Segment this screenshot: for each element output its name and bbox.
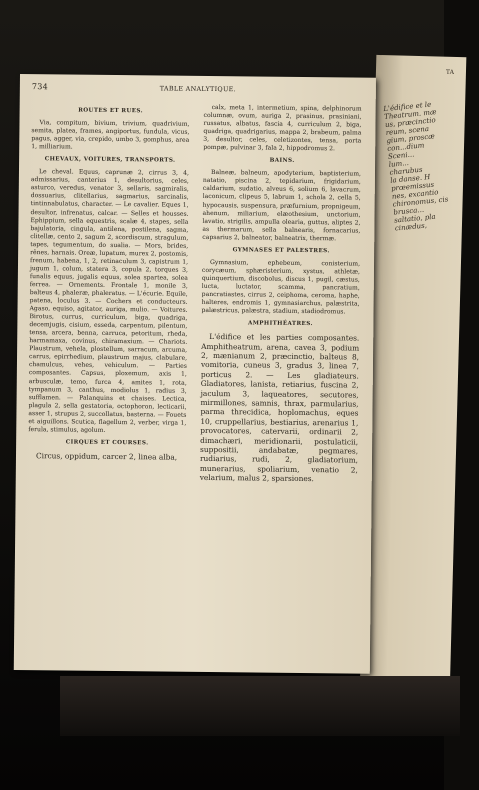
paragraph: Via, compitum, bivium, trivium, quadrivium, semita, platea, frames, angiportus, fundula, vicus, pagus, agger, via, crepido, umbo 3, gomphus, area 1, milliarium. bbox=[31, 119, 190, 151]
running-head bbox=[32, 82, 364, 99]
running-title: TABLE ANALYTIQUE. bbox=[159, 84, 237, 94]
section-heading: AMPHITHÉATRES. bbox=[247, 320, 313, 328]
paragraph: Circus, oppidum, carcer 2, linea alba, bbox=[35, 451, 178, 462]
section-heading: GYMNASES ET PALESTRES. bbox=[232, 246, 330, 255]
facing-page-mark: TA bbox=[445, 68, 455, 76]
section-heading: CIRQUES ET COURSES. bbox=[65, 439, 149, 447]
book-page bbox=[14, 74, 376, 674]
paragraph: Balneæ, balneum, apodyterium, baptisterium, natatio, piscina 2, tepidarium, frigidarium, caldarium, sudatio, alveus 6, solium 6, lavacrum, laconicum, clipeus 5, labrum 1, schola 2, cella 5, hypocausis, suspensura, præfurnium, propnigeum, ahenum, miliarium, elæothesium, unctorium, lavatio, strigilis, ampulla olearia, guttus, aliptes 2, as thermarum, sella balnearis, fornacarius, capsarius 2, balneator, balneatrix, thermæ. bbox=[202, 169, 362, 243]
section-heading: BAINS. bbox=[269, 157, 295, 165]
paragraph: Le cheval. Equus, caprunæ 2, cirrus 3, 4, admissarius, canterius 1, desultorius, celes, asturco, veredus, venator 3, sellaris, sagmiralis, dossuarius, clitellarius, sagmarius, sarcinalis, tintinnabulatus, character. — Le cavalier. Eques 1, desultor, infrenatus, calcar. — Selles et housses. Ephippium, sella equestris, scalæ 4, stapes, sella bajulatoria, cingula, antilena, postilena, sagma, clitellæ, cento 2, sagum 2, scordiscum, stragulum, tapes, tegumentum, do sualia. — Mors, brides, rênes, harnais. Oreæ, lupatum, murex 2, postomis, frenum, habena, 1, 2, retinaculum 3, capistrum 1, jugum 1, colum, statera 3, copula 2, torques 3, funalis equus, jugalis equus, solea spartea, solea ferrea. — Ornements. Frontale 1, monile 3, balteus 4, phaleræ, phaleratus. — L'écurie. Equile, patena, loculus 3. — Cochers et conducteurs. Agaso, equiso, agitator, auriga, mulio. — Voitures. Birotus, currus, curriculum, biga, quadriga, decemjugis, cisium, esseda, carpentum, pilentum, tensa, arcera, benna, carruca, petoritum, rheda, harmamaxa, covinus, chiramaxium. — Chariots. Plaustrum, vehela, plostellum, sarracum, arcuma, carrus, epirrhedium, plaustrum majus, clabulare, chamulcus, vehes, vehiculum. — Parties composantes. Capsus, ploxemum, axis 1, arbusculæ, temo, furca 4, amites 1, rota, tympanum 3, canthus, modiolus 1, radius 3, sufflamen. — Palanquins et chaises. Lectica, plagula 2, sella gestatoria, octophoron, lecticarii, asser 1, strupus 2, succollatus, basterna. — Fouets et aiguillons. Scutica, flagellum 2, verber, virga 1, ferula, stimulus, agolum. bbox=[28, 168, 190, 434]
section-heading: ROUTES ET RUES. bbox=[78, 107, 144, 115]
left-column bbox=[28, 102, 190, 462]
paragraph: L'édifice et les parties composantes. Amphitheatrum, arena, cavea 3, podium 2, mænianum 2, præcinctio, balteus 8, vomitoria, cuneus 3, gradus 3, linea 7, porticus 2. — Les gladiateurs. Gladiatores, lanista, retiarius, fuscina 2, jaculum 3, laqueatores, secutores, mirmillones, samnis, thrax, parmularius, parma threcidica, hoplomachus, eques 10, cruppellarius, bestiarius, arenarius 1, provocatores, catervarii, ordinarii 2, dimachæri, meridionarii, postulaticii, suppositii, andabatæ, pegmares, rudiarius, rudi, 2, gladiatorium, munerarius, spoliarium, venatio 2, velarium, malus 2, sparsiones. bbox=[199, 332, 360, 484]
right-column bbox=[200, 104, 362, 484]
table-surface bbox=[60, 676, 460, 736]
paragraph: Gymnasium, ephebeum, conisterium, corycæum, sphæristerium, xystus, athletæ, quinquertium, discobolus, discus 1, pugil, cæstus, lucta, luctator, scamma, pancratium, pancratiastes, cirrus 2, ceiphoma, ceroma, haphe, halteres, endromis 1, gymnasiarchus, palæstrita, palæstricus, palæstra, stadium, stadiodromus. bbox=[201, 258, 361, 316]
facing-page-text: L'édifice et le Theatrum. mæ us, præcinctio reum, scena gium, proscæ con...dium Sceni... lum... charubus la danse. H prœemissus nes, excantio chironomus, cis brusca... saltatio, pla cinædus, bbox=[383, 100, 449, 233]
section-heading: CHEVAUX, VOITURES, TRANSPORTS. bbox=[44, 156, 176, 164]
facing-page bbox=[360, 55, 467, 697]
page-number: 734 bbox=[31, 82, 49, 92]
paragraph: calx, meta 1, intermetium, spina, delphinorum columnæ, ovum, auriga 2, prasinus, prasiniani, russatus, albatus, fascia 4, curriculum 2, biga, quadriga, quadrigarius, mappa 2, brabeum, palma 3, desultor, celes, celetizontes, tensa, porta pompæ, pulvinar 3, fala 2, hippodromus 2. bbox=[203, 104, 362, 153]
